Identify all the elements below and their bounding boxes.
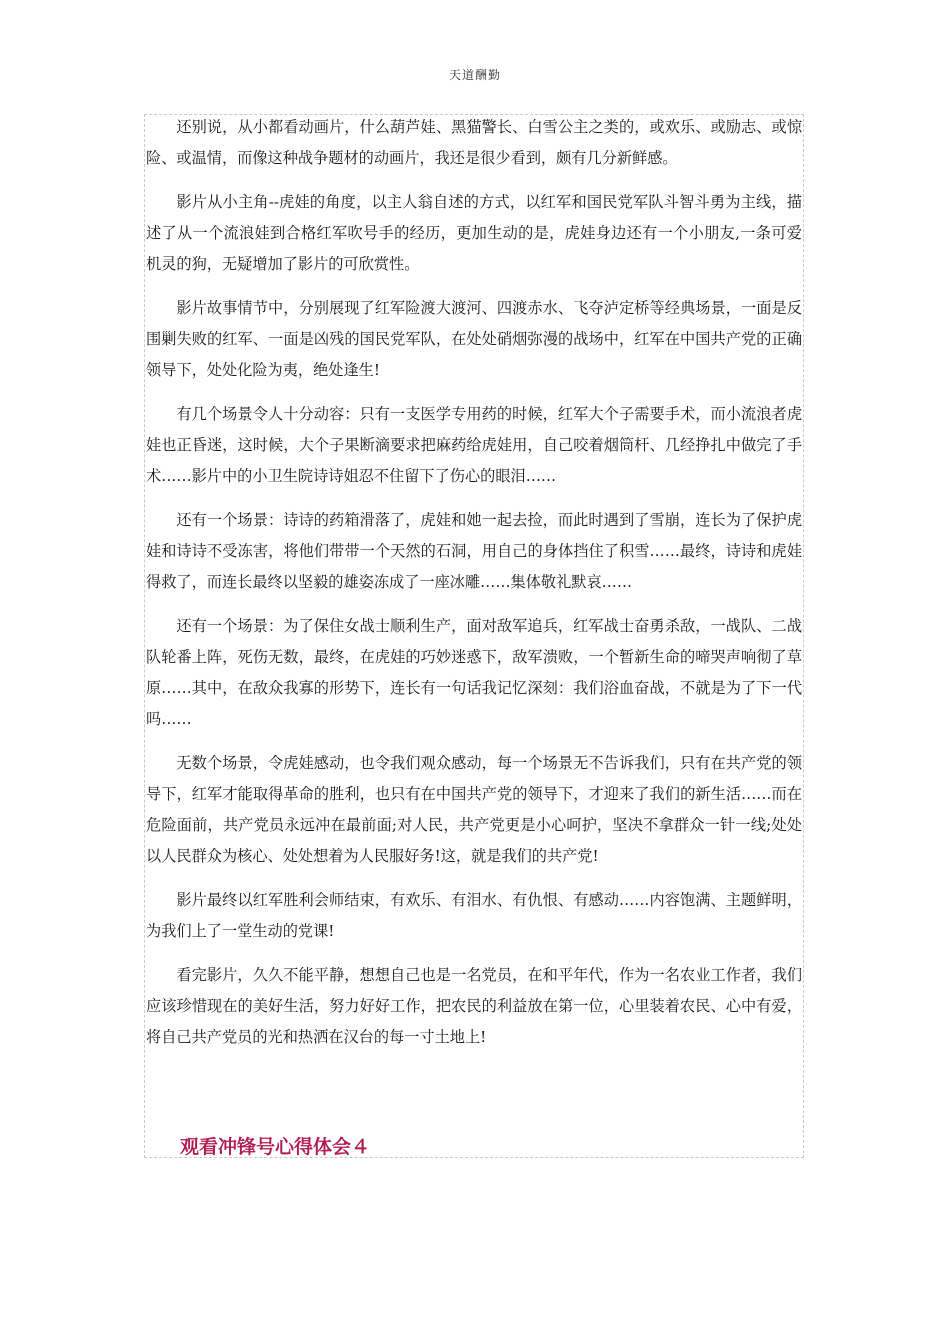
section-title: 观看冲锋号心得体会４: [180, 1136, 371, 1158]
paragraph-6: 还有一个场景：为了保住女战士顺利生产，面对敌军追兵，红军战士奋勇杀敌，一战队、二战队轮番上阵，死伤无数，最终，在虎娃的巧妙迷惑下，敌军溃败，一个暂新生命的啼哭声响彻了草原……其中，在敌众我寡的形势下，连长有一句话我记忆深刻：我们浴血奋战，不就是为了下一代吗……: [146, 617, 802, 728]
paragraph-3: 影片故事情节中，分别展现了红军险渡大渡河、四渡赤水、飞夺泸定桥等经典场景，一面是反围剿失败的红军、一面是凶残的国民党军队，在处处硝烟弥漫的战场中，红军在中国共产党的正确领导下，处处化险为夷，绝处逢生!: [146, 299, 802, 379]
paragraph-2: 影片从小主角--虎娃的角度，以主人翁自述的方式，以红军和国民党军队斗智斗勇为主线，描述了从一个流浪娃到合格红军吹号手的经历，更加生动的是，虎娃身边还有一个小朋友,一条可爱机灵的狗，无疑增加了影片的可欣赏性。: [146, 193, 802, 273]
page-header: 天道酬勤: [448, 68, 501, 82]
paragraph-1: 还别说，从小都看动画片，什么葫芦娃、黑猫警长、白雪公主之类的，或欢乐、或励志、或惊险、或温情，而像这种战争题材的动画片，我还是很少看到，颇有几分新鲜感。: [146, 118, 802, 167]
paragraph-9: 看完影片，久久不能平静，想想自己也是一名党员，在和平年代，作为一名农业工作者，我们应该珍惜现在的美好生活，努力好好工作，把农民的利益放在第一位，心里装着农民、心中有爱，将自己共产党员的光和热洒在汉台的每一寸土地上!: [146, 966, 802, 1046]
paragraph-8: 影片最终以红军胜利会师结束，有欢乐、有泪水、有仇恨、有感动……内容饱满、主题鲜明，为我们上了一堂生动的党课!: [146, 891, 802, 940]
paragraph-7: 无数个场景，令虎娃感动，也令我们观众感动，每一个场景无不告诉我们，只有在共产党的领导下，红军才能取得革命的胜利，也只有在中国共产党的领导下，才迎来了我们的新生活……而在危险面前，共产党员永远冲在最前面;对人民，共产党更是小心呵护，坚决不拿群众一针一线;处处以人民群众为核心、处处想着为人民服好务!这，就是我们的共产党!: [146, 754, 802, 865]
paragraph-4: 有几个场景令人十分动容：只有一支医学专用药的时候，红军大个子需要手术，而小流浪者虎娃也正昏迷，这时候，大个子果断滴要求把麻药给虎娃用，自己咬着烟筒杆、几经挣扎中做完了手术……影片中的小卫生院诗诗姐忍不住留下了伤心的眼泪……: [146, 405, 802, 485]
paragraph-5: 还有一个场景：诗诗的药箱滑落了，虎娃和她一起去捡，而此时遇到了雪崩，连长为了保护虎娃和诗诗不受冻害，将他们带带一个天然的石洞，用自己的身体挡住了积雪……最终，诗诗和虎娃得救了，而连长最终以坚毅的雄姿冻成了一座冰雕……集体敬礼默哀……: [146, 511, 802, 591]
document-body: [146, 112, 802, 1066]
